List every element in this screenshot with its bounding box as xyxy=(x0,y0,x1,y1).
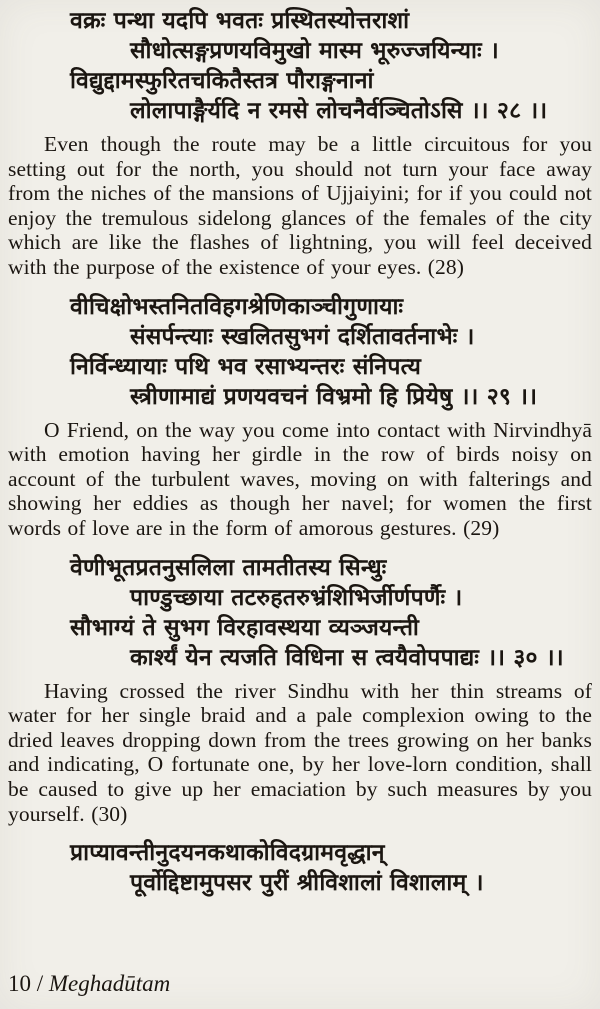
verse-31-line-1: प्राप्यावन्तीनुदयनकथाकोविदग्रामवृद्धान् xyxy=(70,840,385,867)
verse-28-line-1: वक्रः पन्था यदपि भवतः प्रस्थितस्योत्तराशां xyxy=(70,8,410,34)
sanskrit-verse-29 xyxy=(8,292,592,412)
sanskrit-verse-30 xyxy=(8,553,592,673)
translation-verse-29: O Friend, on the way you come into contact with Nirvindhyā with emotion having her girdle in the row of birds noisy on account of the turbulent waves, moving on with falterings and showing her eddies as though her navel; for women the first words of love are in the form of amorous gestures. (29) xyxy=(8,417,592,540)
verse-30-line-1: वेणीभूतप्रतनुसलिला तामतीतस्य सिन्धुः xyxy=(70,554,387,581)
book-title: Meghadūtam xyxy=(48,971,171,996)
verse-28-line-3: विद्युद्दामस्फुरितचकितैस्तत्र पौराङ्गनानां xyxy=(70,68,374,94)
verse-30-line-2: पाण्डुच्छाया तटरुहतरुभ्रंशिभिर्जीर्णपर्णैः । xyxy=(130,584,463,611)
footer-separator: / xyxy=(31,971,49,996)
verse-29-line-4: स्त्रीणामाद्यं प्रणयवचनं विभ्रमो हि प्रियेषु ।। २९ ।। xyxy=(130,383,538,410)
verse-30-line-3: सौभाग्यं ते सुभग विरहावस्थया व्यञ्जयन्ती xyxy=(70,614,420,641)
verse-31-line-2: पूर्वोद्दिष्टामुपसर पुरीं श्रीविशालां विशालाम् । xyxy=(130,870,484,897)
verse-28-line-4: लोलापाङ्गैर्यदि न रमसे लोचनैर्वञ्चितोऽसि ।। २८ ।। xyxy=(130,98,548,124)
verse-28-line-2: सौधोत्सङ्गप्रणयविमुखो मास्म भूरुज्जयिन्याः । xyxy=(130,38,499,64)
verse-29-line-2: संसर्पन्त्याः स्खलितसुभगं दर्शितावर्तनाभेः । xyxy=(130,323,475,350)
page-number: 10 xyxy=(8,971,31,996)
page-footer xyxy=(8,971,170,997)
verse-30-line-4: कार्श्यं येन त्यजति विधिना स त्वयैवोपपाद्यः ।। ३० ।। xyxy=(130,644,564,671)
translation-verse-30: Having crossed the river Sindhu with her thin streams of water for her single braid and a pale complexion owing to the dried leaves dropping down from the trees growing on her banks and indicating, O fortunate one, by her love-lorn condition, shall be caused to give up her emaciation by such measures by you yourself. (30) xyxy=(8,678,592,826)
verse-29-line-3: निर्विन्ध्यायाः पथि भव रसाभ्यन्तरः संनिपत्य xyxy=(70,353,422,380)
sanskrit-verse-28 xyxy=(8,6,592,126)
verse-29-line-1: वीचिक्षोभस्तनितविहगश्रेणिकाञ्चीगुणायाः xyxy=(70,293,404,320)
translation-verse-28: Even though the route may be a little circuitous for you setting out for the north, you should not turn your face away from the niches of the mansions of Ujjaiyini; for if you could not enjoy the tremulous sidelong glances of the females of the city which are like the flashes of lightning, you will feel deceived with the purpose of the existence of your eyes. (28) xyxy=(8,132,592,279)
sanskrit-verse-31-partial xyxy=(8,838,592,898)
